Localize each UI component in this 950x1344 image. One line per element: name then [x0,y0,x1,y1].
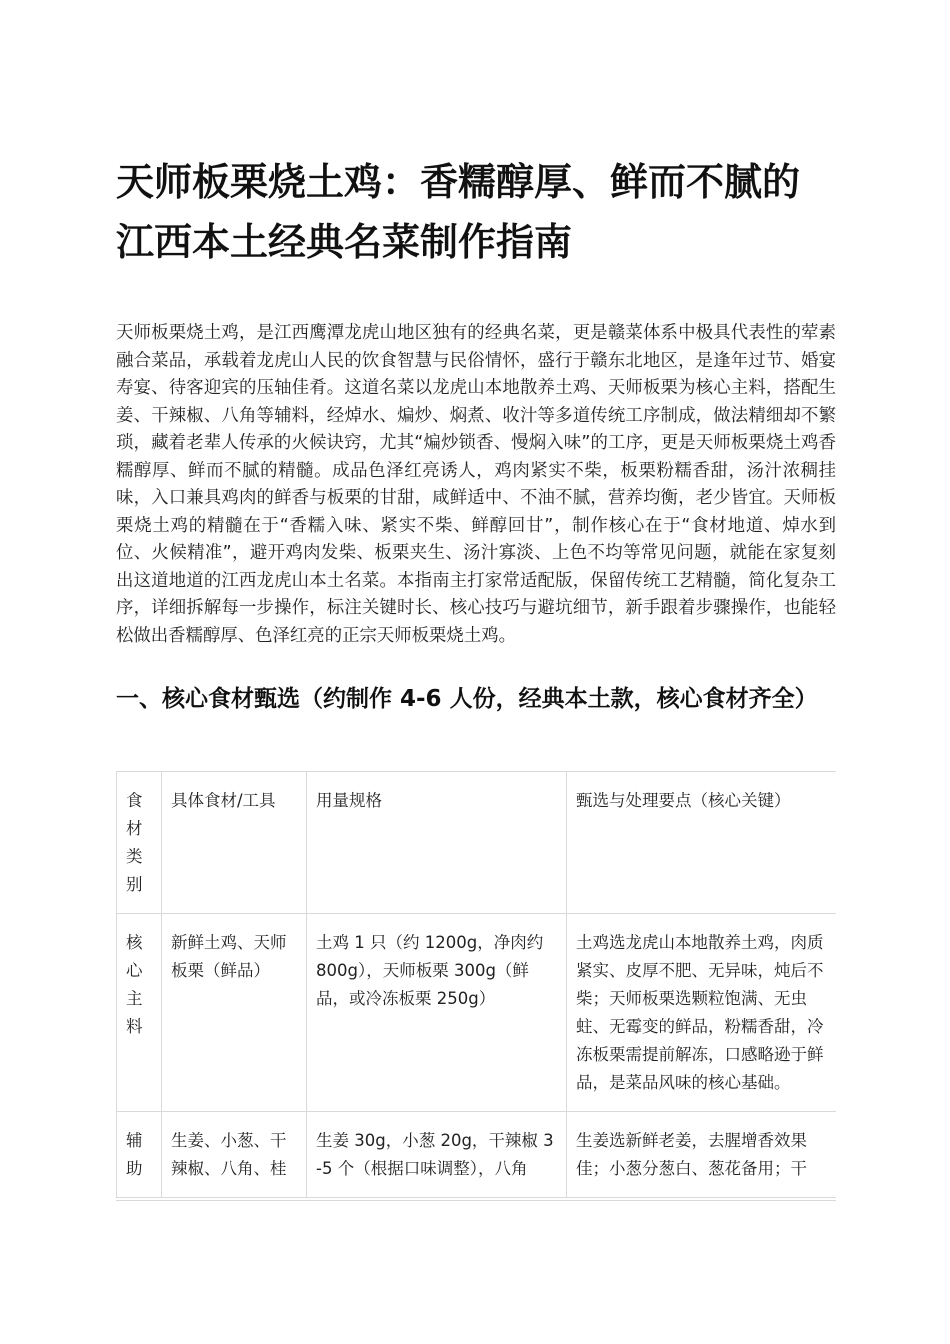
cell-amount: 土鸡 1 只（约 1200g，净肉约 800g），天师板栗 300g（鲜品，或冷冻板栗 250g） [307,914,567,1112]
header-category: 食材类别 [117,772,162,914]
table-header-row [117,772,837,914]
cell-notes: 生姜选新鲜老姜，去腥增香效果佳；小葱分葱白、葱花备用；干 [567,1112,837,1198]
header-notes: 甄选与处理要点（核心关键） [567,772,837,914]
ingredients-table-container [116,771,836,1201]
header-items: 具体食材/工具 [162,772,307,914]
document-title: 天师板栗烧土鸡：香糯醇厚、鲜而不腻的江西本土经典名菜制作指南 [116,160,801,264]
cell-items: 新鲜土鸡、天师板栗（鲜品） [162,914,307,1112]
ingredients-table [116,771,836,1198]
table-row [117,1112,837,1198]
cell-amount: 生姜 30g，小葱 20g，干辣椒 3-5 个（根据口味调整），八角 [307,1112,567,1198]
table-row [117,914,837,1112]
cell-category: 核心主料 [117,914,162,1112]
cell-items: 生姜、小葱、干辣椒、八角、桂 [162,1112,307,1198]
intro-paragraph: 天师板栗烧土鸡，是江西鹰潭龙虎山地区独有的经典名菜，更是赣菜体系中极具代表性的荤素融合菜品，承载着龙虎山人民的饮食智慧与民俗情怀，盛行于赣东北地区，是逢年过节、婚宴寿宴、待客迎宾的压轴佳肴。这道名菜以龙虎山本地散养土鸡、天师板栗为核心主料，搭配生姜、干辣椒、八角等辅料，经焯水、煸炒、焖煮、收汁等多道传统工序制成，做法精细却不繁琐，藏着老辈人传承的火候诀窍，尤其“煸炒锁香、慢焖入味”的工序，更是天师板栗烧土鸡香糯醇厚、鲜而不腻的精髓。成品色泽红亮诱人，鸡肉紧实不柴，板栗粉糯香甜，汤汁浓稠挂味，入口兼具鸡肉的鲜香与板栗的甘甜，咸鲜适中、不油不腻，营养均衡，老少皆宜。天师板栗烧土鸡的精髓在于“香糯入味、紧实不柴、鲜醇回甘”，制作核心在于“食材地道、焯水到位、火候精准”，避开鸡肉发柴、板栗夹生、汤汁寡淡、上色不均等常见问题，就能在家复刻出这道地道的江西龙虎山本土名菜。本指南主打家常适配版，保留传统工艺精髓，简化复杂工序，详细拆解每一步操作，标注关键时长、核心技巧与避坑细节，新手跟着步骤操作，也能轻松做出香糯醇厚、色泽红亮的正宗天师板栗烧土鸡。 [116,323,836,646]
header-amount: 用量规格 [307,772,567,914]
cell-notes: 土鸡选龙虎山本地散养土鸡，肉质紧实、皮厚不肥、无异味，炖后不柴；天师板栗选颗粒饱满、无虫蛀、无霉变的鲜品，粉糯香甜，冷冻板栗需提前解冻，口感略逊于鲜品，是菜品风味的核心基础。 [567,914,837,1112]
cell-category: 辅助 [117,1112,162,1198]
section-heading: 一、核心食材甄选（约制作 4-6 人份，经典本土款，核心食材齐全） [116,686,818,712]
